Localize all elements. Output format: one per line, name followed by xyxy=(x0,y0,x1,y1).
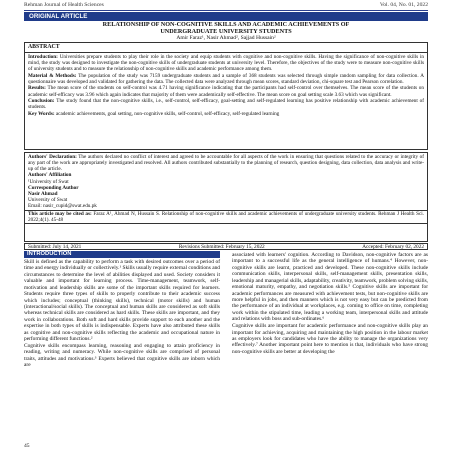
abstract-methods: Material & Methods: The population of the study was 7159 undergraduate students and a sample of 368 students was selected through simple random sampling for data collection. A questionnaire was developed and validated for gathering the data. The collected data were analyzed through mean scores, standard deviation, chi-square test and Pearson correlation. xyxy=(28,72,424,85)
abstract-results: Results: The mean score of the students on self-control was 4.71 having significance indicating that the participants had self-control over themselves. The mean score of the students on academic self-efficacy was 3.96 which again indicates that majority of them were academically self-effective. The mean score on goal setting scale 3.63 which was significant. xyxy=(28,85,424,98)
corresponding-email: Email: nasir_cupid@swat.edu.pk xyxy=(28,203,97,209)
author-list: Amir Faraz¹, Nasir Ahmad², Sajjad Hussain² xyxy=(176,35,276,41)
body-paragraph: Cognitive skills are important for academic performance and non-cognitive skills play an important for achieving, acquiring and maintaining the high position in the labour market as employers look for candidates who have the ability to manage the organizations very effectively.⁷ Another important point here to mention is that, individuals who have strong non-cognitive skills are better at developing the xyxy=(232,323,428,355)
accepted-date: Accepted: February 02, 2022 xyxy=(362,244,424,250)
volume-info: Vol. 04, No. 01, 2022 xyxy=(379,2,428,8)
authors-declaration: Authors' Declaration: The authors declared no conflict of interest and agreed to be accountable for all aspects of the work in ensuring that questions related to the accuracy or integrity of any part of the work are appropriately investigated and resolved. All authors contributed substantially to the planning of research, question designing, data collection, data analysis and write-up of the article. xyxy=(28,154,424,173)
journal-name: Rehman Journal of Health Sciences xyxy=(24,2,104,8)
revisions-date: Revisions Submitted: February 15, 2022 xyxy=(178,244,265,250)
title-line-2: UNDERGRADUATE UNIVERSITY STUDENTS xyxy=(160,27,292,35)
introduction-heading: INTRODUCTION xyxy=(24,251,220,258)
page-number: 45 xyxy=(24,443,30,449)
affiliation-1: ¹University of Swat xyxy=(28,178,69,185)
article-type-banner: ORIGINAL ARTICLE xyxy=(24,12,428,21)
abstract-box xyxy=(24,42,428,150)
corresponding-name: Nasir Ahmad xyxy=(28,190,58,197)
declaration-box xyxy=(24,152,428,242)
body-column-right xyxy=(232,252,428,356)
abstract-heading: ABSTRACT xyxy=(25,44,427,53)
submitted-date: Submitted: July 14, 2021 xyxy=(28,244,82,250)
body-paragraph: associated with learners' cognition. According to Davidson, non-cognitive factors are as important to a successful life as the general intelligence of humans.⁴ However, non-cognitive skills are learnt, practiced and developed. These non-cognitive skills include communication skills, interpersonal skills, self-management skills, presentation skills, leadership and managerial skills, adaptability, creativity, teamwork, problem solving skills, emotional maturity, empathy, and negotiation skills.⁵ Cognitive skills are important for academic performances are measured with achievement tests, but non-cognitive skills are more helpful in jobs, and then manners which is not very easy but can be predicted from the performance of an individual at workplaces, e.g. coming to office on time, completing work within the stipulated time, leading a working team, interpersonal skills and attitude and relations with boss and sub-ordinates.⁶ xyxy=(232,252,429,323)
abstract-keywords: Key Words: academic achievements, goal setting, non-cognitive skills, self-control, self-efficacy, self-regulated learning xyxy=(28,110,280,117)
citation: This article may be cited as: Faraz A¹, Ahmad N, Hussain S. Relationship of non-cognitive skills and academic achievements of undergraduate university students. Rehman J Health Sci. 2022;4(1). 45-48 xyxy=(25,210,427,224)
header-rule xyxy=(24,10,428,11)
corresponding-affiliation: University of Swat xyxy=(28,196,68,203)
title-line-1: RELATIONSHIP OF NON-COGNITIVE SKILLS AND ACADEMIC ACHIEVEMENTS OF xyxy=(102,21,350,28)
running-header xyxy=(24,2,428,9)
corresponding-heading: Corresponding Author xyxy=(28,184,79,191)
body-paragraph: Cognitive skills encompass learning, reasoning and engaging to attain proficiency in reading, writing and numeracy. While non-cognitive skills are comprised of personal traits, attitudes and motivations.³ Experts believed that cognitive skills are inborn which are xyxy=(24,342,220,369)
abstract-introduction: Introduction: Universities prepare students to play their role in the society and equip students with cognitive and non-cognitive skills. Having the significance of non-cognitive skills in mind, the study was designed to investigate the non-cognitive skills of undergraduate students at university level. Therefore, the objectives of the study were to measure non-cognitive skills of university students and to measure the relationship of non-cognitive skills and academic performance among them. xyxy=(28,53,424,73)
submission-dates xyxy=(24,243,428,250)
body-paragraph: Skill is defined as the capability to perform a task with desired outcomes over a period of time and energy individually or collectively.¹ Skills usually require external conditions and circumstances to determine the level of abilities displayed and used. Society considers it valuable and important for learning process. Time-management, teamwork, self-motivation and leadership skills are some of the important skills required for learners. Students require three types of skills to properly contribute to their academic success which includes; conceptual (thinking skills), technical (motor skills) and human (interactional/social skills). The conceptual and human skills are considered as soft skills whereas technical skills are considered as hard skills. These skills are important, and they work in collaborations. Both soft and hard skills provide support to each another and the expertise in both types of skills is indispensable. Experts have also attributed these skills as cognitive and non-cognitive skills reflecting the academic and occupational nature in performing different functions.² xyxy=(24,259,220,343)
article-title xyxy=(24,22,428,36)
affiliation-heading: Authors' Affiliation xyxy=(28,172,72,179)
body-column-left xyxy=(24,259,220,369)
abstract-conclusion: Conclusion: The study found that the non-cognitive skills, i.e., self-control, self-efficacy, goal-setting and self-regulated learning has positive relationship with academic achievement of students. xyxy=(28,98,424,111)
